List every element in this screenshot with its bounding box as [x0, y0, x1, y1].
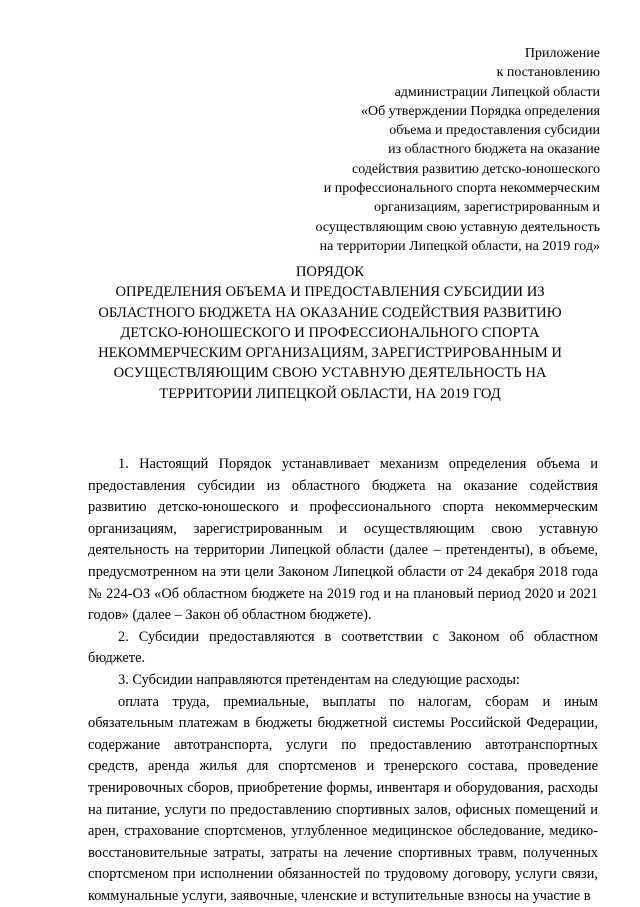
annex-header: [200, 44, 600, 256]
title-line: ТЕРРИТОРИИ ЛИПЕЦКОЙ ОБЛАСТИ, НА 2019 ГОД: [159, 385, 501, 402]
annex-line: на территории Липецкой области, на 2019 год»: [319, 238, 600, 254]
document-body: [88, 454, 598, 907]
annex-line: организациям, зарегистрированным и: [373, 200, 600, 216]
annex-line: к постановлению: [496, 65, 600, 81]
annex-line: «Об утверждении Порядка определения: [360, 103, 600, 119]
title-line: ПОРЯДОК: [295, 264, 365, 280]
title-line: НЕКОММЕРЧЕСКИМ ОРГАНИЗАЦИЯМ, ЗАРЕГИСТРИРОВАННЫМ И: [98, 345, 562, 362]
document-title: [80, 262, 580, 404]
annex-line: осуществляющим свою уставную деятельность: [315, 219, 600, 235]
paragraph-4: оплата труда, премиальные, выплаты по налогам, сборам и иным обязательным платежам в бюджеты бюджетной системы Российской Федерации, содержание автотранспорта, услуги по предоставлению автотранспортных средств, аренда жилья для спортсменов и тренерского состава, проведение тренировочных сборов, приобретение формы, инвентаря и оборудования, расходы на питание, услуги по предоставлению спортивных залов, офисных помещений и арен, страхование спортсменов, углубленное медицинское обследование, медико-восстановительные затраты, затраты на лечение спортивных травм, полученных спортсменом при исполнении обязанностей по трудовому договору, услуги связи, коммунальные услуги, заявочные, членские и вступительные взносы на участие в: [88, 693, 598, 904]
annex-line: содействия развитию детско-юношеского: [351, 161, 600, 177]
annex-line: и профессионального спорта некоммерческим: [323, 181, 600, 197]
paragraph-1: 1. Настоящий Порядок устанавливает механизм определения объема и предоставления субсидии из областного бюджета на оказание содействия развитию детско-юношеского и профессионального спорта некоммерческим организациям, зарегистрированным и осуществляющим свою уставную деятельность на территории Липецкой области (далее – претенденты), в объеме, предусмотренном на эти цели Законом Липецкой области от 24 декабря 2018 года № 224-ОЗ «Об областном бюджете на 2019 год и на плановый период 2020 и 2021 годов» (далее – Закон об областном бюджете).: [88, 456, 598, 624]
paragraph-2: 2. Субсидии предоставляются в соответствии с Законом об областном бюджете.: [88, 628, 598, 667]
title-line: ОБЛАСТНОГО БЮДЖЕТА НА ОКАЗАНИЕ СОДЕЙСТВИЯ РАЗВИТИЮ: [98, 304, 562, 321]
annex-line: из областного бюджета на оказание: [388, 142, 600, 158]
title-line: ОПРЕДЕЛЕНИЯ ОБЪЕМА И ПРЕДОСТАВЛЕНИЯ СУБСИДИИ ИЗ: [115, 284, 545, 301]
title-line: ДЕТСКО-ЮНОШЕСКОГО И ПРОФЕССИОНАЛЬНОГО СПОРТА: [120, 324, 540, 341]
annex-line: объема и предоставления субсидии: [389, 123, 600, 139]
annex-line: Приложение: [524, 46, 600, 61]
paragraph-3: 3. Субсидии направляются претендентам на следующие расходы:: [118, 671, 520, 688]
title-line: ОСУЩЕСТВЛЯЮЩИМ СВОЮ УСТАВНУЮ ДЕЯТЕЛЬНОСТЬ НА: [113, 365, 547, 382]
annex-line: администрации Липецкой области: [394, 84, 600, 100]
